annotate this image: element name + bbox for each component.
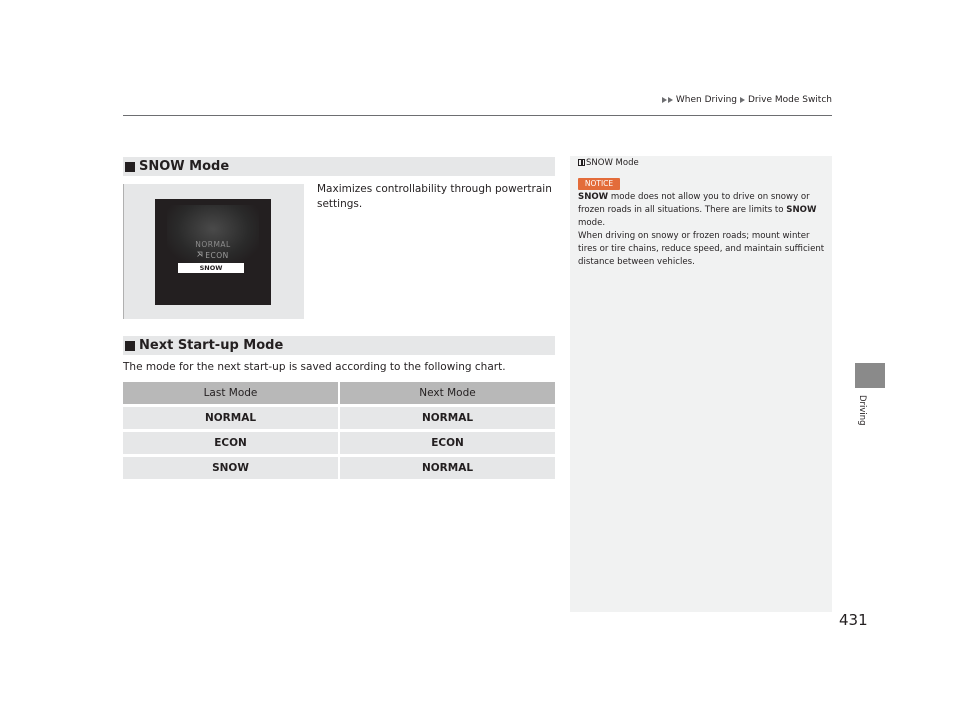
table-cell-last-mode: ECON [123,432,338,454]
table-row [123,432,555,454]
display-mode-normal: NORMAL [195,240,231,249]
page-number: 431 [839,611,868,629]
note-title-text: SNOW Mode [586,158,639,168]
note-title [578,158,639,168]
table-cell-next-mode: NORMAL [338,407,555,429]
triangle-arrow-icon [662,97,667,103]
display-mode-econ-label: ECON [205,251,229,260]
note-keyword: SNOW [786,205,817,215]
triangle-arrow-icon [740,97,745,103]
snow-mode-description: Maximizes controllability through powertrain settings. [317,183,552,210]
display-mode-econ [155,251,271,260]
econ-leaf-icon [197,251,203,257]
startup-intro-text: The mode for the next start-up is saved according to the following chart. [123,361,506,373]
drive-mode-display [155,199,271,305]
square-bullet-icon [125,162,135,172]
table-header-row [123,382,555,404]
section-header-snow-mode [123,157,555,176]
notice-badge: NOTICE [578,178,620,190]
table-cell-next-mode: ECON [338,432,555,454]
startup-mode-table [123,382,555,482]
table-row [123,457,555,479]
note-text: mode does not allow you to drive on snowy or frozen roads in all situations. There are limits to [578,192,810,215]
sidebar-note [570,156,832,612]
note-paragraph: When driving on snowy or frozen roads; mount winter tires or tire chains, reduce speed, and maintain sufficient distance between vehicles. [578,231,825,267]
note-keyword: SNOW [578,192,609,202]
table-cell-next-mode: NORMAL [338,457,555,479]
note-text: mode. [578,218,606,228]
chapter-tab-label: Driving [857,395,867,426]
table-cell-last-mode: NORMAL [123,407,338,429]
table-cell-last-mode: SNOW [123,457,338,479]
table-header-last-mode: Last Mode [123,382,338,404]
triangle-arrow-icon [668,97,673,103]
table-header-next-mode: Next Mode [338,382,555,404]
header-divider [123,115,832,116]
note-body [578,191,828,269]
chapter-tab[interactable] [855,363,885,388]
section-header-next-startup-mode [123,336,555,355]
breadcrumb-item-drive-mode-switch[interactable]: Drive Mode Switch [748,95,832,105]
square-bullet-icon [125,341,135,351]
section-title: SNOW Mode [139,159,230,174]
breadcrumb [640,93,835,107]
breadcrumb-item-when-driving[interactable]: When Driving [675,95,737,105]
display-mode-snow-selected: SNOW [178,263,244,273]
info-box-icon [578,159,585,166]
table-row [123,407,555,429]
section-title: Next Start-up Mode [139,338,284,353]
